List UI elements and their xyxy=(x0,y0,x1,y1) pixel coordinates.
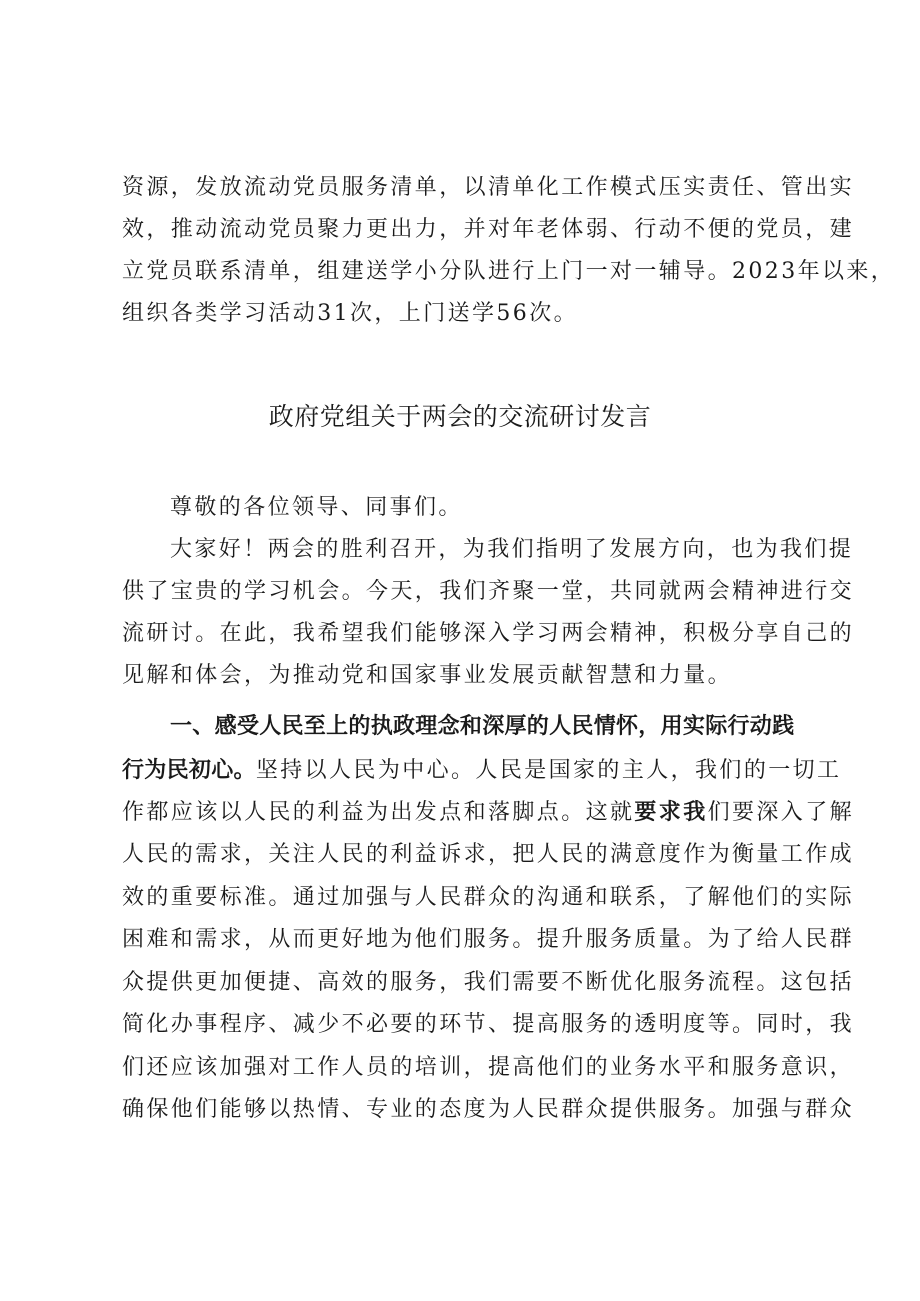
intro-line: 大家好！两会的胜利召开，为我们指明了发展方向，也为我们提 xyxy=(170,537,854,562)
article-title: 政府党组关于两会的交流研讨发言 xyxy=(268,402,652,431)
section-line: 众提供更加便捷、高效的服务，我们需要不断优化服务流程。这包括 xyxy=(122,970,855,995)
section-line xyxy=(122,756,841,786)
section-text: 们要深入了解 xyxy=(707,800,855,825)
intro-line: 流研讨。在此，我希望我们能够深入学习两会精神，积极分享自己的 xyxy=(122,621,855,646)
paragraph-line: 资源，发放流动党员服务清单，以清单化工作模式压实责任、管出实 xyxy=(122,175,855,200)
section-line: 人民的需求，关注人民的利益诉求，把人民的满意度作为衡量工作成 xyxy=(122,842,855,867)
section-heading-continued: 行为民初心。 xyxy=(122,758,256,783)
section-line: 简化办事程序、减少不必要的环节、提高服务的透明度等。同时，我 xyxy=(122,1012,855,1037)
section-line: 们还应该加强对工作人员的培训，提高他们的业务水平和服务意识， xyxy=(122,1055,855,1080)
intro-line: 见解和体会，为推动党和国家事业发展贡献智慧和力量。 xyxy=(122,663,733,688)
intro-line: 供了宝贵的学习机会。今天，我们齐聚一堂，共同就两会精神进行交 xyxy=(122,579,855,604)
section-line: 困难和需求，从而更好地为他们服务。提升服务质量。为了给人民群 xyxy=(122,927,855,952)
paragraph-line: 立党员联系清单，组建送学小分队进行上门一对一辅导。2023年以来， xyxy=(122,259,896,284)
section-text: 作都应该以人民的利益为出发点和落脚点。这就 xyxy=(122,800,635,825)
paragraph-line: 组织各类学习活动31次，上门送学56次。 xyxy=(122,301,578,326)
section-text: 坚持以人民为中心。人民是国家的主人，我们的一切工 xyxy=(255,758,842,783)
section-line: 确保他们能够以热情、专业的态度为人民群众提供服务。加强与群众 xyxy=(122,1097,855,1122)
emphasized-text: 要求我 xyxy=(634,800,708,825)
section-heading: 一、感受人民至上的执政理念和深厚的人民情怀，用实际行动践 xyxy=(170,714,795,739)
greeting-line: 尊敬的各位领导、同事们。 xyxy=(170,495,463,520)
section-line xyxy=(122,798,854,828)
section-line: 效的重要标准。通过加强与人民群众的沟通和联系，了解他们的实际 xyxy=(122,885,855,910)
paragraph-line: 效，推动流动党员聚力更出力，并对年老体弱、行动不便的党员，建 xyxy=(122,217,855,242)
